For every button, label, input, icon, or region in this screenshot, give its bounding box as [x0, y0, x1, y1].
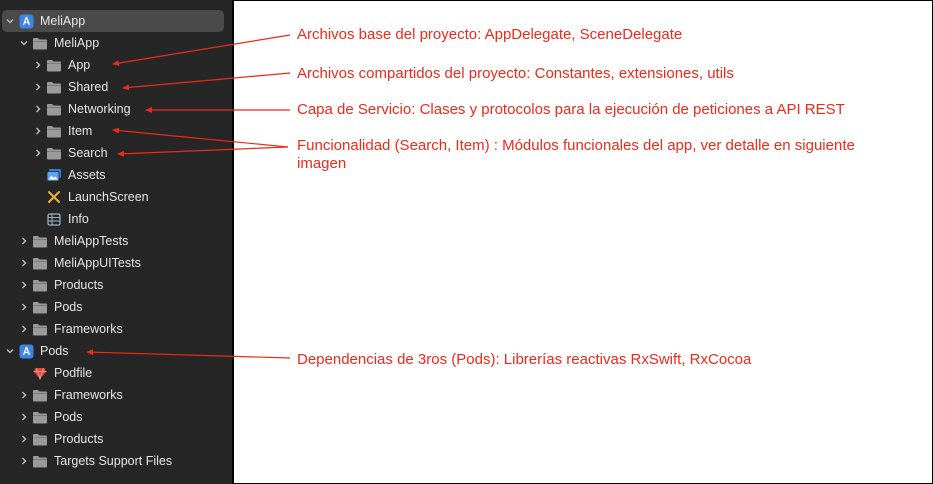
chevron-right-icon[interactable]: [32, 120, 44, 142]
chevron-right-icon[interactable]: [18, 252, 30, 274]
nav-row-targets-support-files[interactable]: [0, 450, 250, 472]
nav-item-label: MeliAppTests: [54, 234, 129, 248]
annotation-app: Archivos base del proyecto: AppDelegate, SceneDelegate: [297, 26, 683, 43]
nav-row-meliapptests[interactable]: [0, 230, 250, 252]
chevron-down-icon[interactable]: [4, 10, 16, 32]
folder-icon: [32, 431, 48, 447]
nav-row-meliapp-group[interactable]: [0, 32, 250, 54]
folder-icon: [32, 255, 48, 271]
folder-icon: [46, 79, 62, 95]
folder-icon: [46, 123, 62, 139]
nav-row-frameworks[interactable]: [0, 318, 250, 340]
folder-icon: [32, 233, 48, 249]
nav-item-label: MeliAppUITests: [54, 256, 141, 270]
folder-icon: [32, 35, 48, 51]
folder-icon: [46, 145, 62, 161]
nav-item-label: Targets Support Files: [54, 454, 173, 468]
nav-row-networking[interactable]: [0, 98, 264, 120]
chevron-right-icon[interactable]: [18, 318, 30, 340]
nav-row-item[interactable]: [0, 120, 264, 142]
project-navigator[interactable]: [0, 0, 234, 484]
folder-icon: [32, 387, 48, 403]
chevron-right-icon[interactable]: [18, 274, 30, 296]
nav-item-label: Products: [54, 278, 104, 292]
ruby-file-icon: [32, 365, 48, 381]
folder-icon: [46, 101, 62, 117]
nav-row-pods-group[interactable]: [0, 296, 250, 318]
chevron-right-icon[interactable]: [32, 98, 44, 120]
nav-row-meliapp-project[interactable]: [0, 10, 236, 32]
chevron-right-icon[interactable]: [18, 450, 30, 472]
nav-item-label: Products: [54, 432, 104, 446]
nav-item-label: Podfile: [54, 366, 93, 380]
nav-row-shared[interactable]: [0, 76, 264, 98]
folder-icon: [32, 277, 48, 293]
storyboard-icon: [46, 189, 62, 205]
chevron-right-icon[interactable]: [18, 384, 30, 406]
annotation-shared: Archivos compartidos del proyecto: Constantes, extensiones, utils: [297, 65, 734, 82]
chevron-right-icon[interactable]: [18, 230, 30, 252]
folder-icon: [32, 453, 48, 469]
nav-row-app[interactable]: [0, 54, 264, 76]
chevron-down-icon[interactable]: [4, 340, 16, 362]
nav-item-label: Pods: [54, 300, 83, 314]
nav-row-search[interactable]: [0, 142, 264, 164]
nav-item-label: Item: [68, 124, 93, 138]
xcode-project-icon: [18, 13, 34, 29]
chevron-down-icon[interactable]: [18, 32, 30, 54]
chevron-right-icon[interactable]: [32, 54, 44, 76]
asset-catalog-icon: [46, 167, 62, 183]
nav-item-label: MeliApp: [54, 36, 100, 50]
xcode-project-icon: [18, 343, 34, 359]
nav-row-pods-project[interactable]: [0, 340, 236, 362]
nav-item-label: Frameworks: [54, 388, 123, 402]
nav-item-label: Shared: [68, 80, 109, 94]
chevron-right-icon[interactable]: [18, 406, 30, 428]
nav-item-label: Pods: [54, 410, 83, 424]
nav-row-meliappuitests[interactable]: [0, 252, 250, 274]
annotation-functional-modules: Funcionalidad (Search, Item) : Módulos funcionales del app, ver detalle en siguiente imagen: [297, 137, 855, 172]
nav-item-label: Frameworks: [54, 322, 123, 336]
nav-item-label: App: [68, 58, 91, 72]
chevron-right-icon[interactable]: [18, 428, 30, 450]
folder-icon: [32, 409, 48, 425]
folder-icon: [32, 299, 48, 315]
folder-icon: [46, 57, 62, 73]
nav-row-products[interactable]: [0, 274, 250, 296]
nav-item-label: MeliApp: [40, 14, 86, 28]
folder-icon: [32, 321, 48, 337]
nav-item-label: Assets: [68, 168, 106, 182]
nav-item-label: Search: [68, 146, 108, 160]
chevron-right-icon[interactable]: [32, 76, 44, 98]
chevron-right-icon[interactable]: [32, 142, 44, 164]
nav-item-label: Pods: [40, 344, 69, 358]
chevron-right-icon[interactable]: [18, 296, 30, 318]
annotation-pods: Dependencias de 3ros (Pods): Librerías reactivas RxSwift, RxCocoa: [297, 351, 752, 368]
nav-item-label: Networking: [68, 102, 131, 116]
nav-item-label: LaunchScreen: [68, 190, 149, 204]
annotation-networking: Capa de Servicio: Clases y protocolos para la ejecución de peticiones a API REST: [297, 101, 845, 118]
nav-row-pods-frameworks[interactable]: [0, 384, 250, 406]
nav-item-label: Info: [68, 212, 89, 226]
plist-icon: [46, 211, 62, 227]
nav-row-pods-products[interactable]: [0, 428, 250, 450]
nav-row-podfile[interactable]: [0, 362, 264, 384]
nav-row-pods-pods[interactable]: [0, 406, 250, 428]
